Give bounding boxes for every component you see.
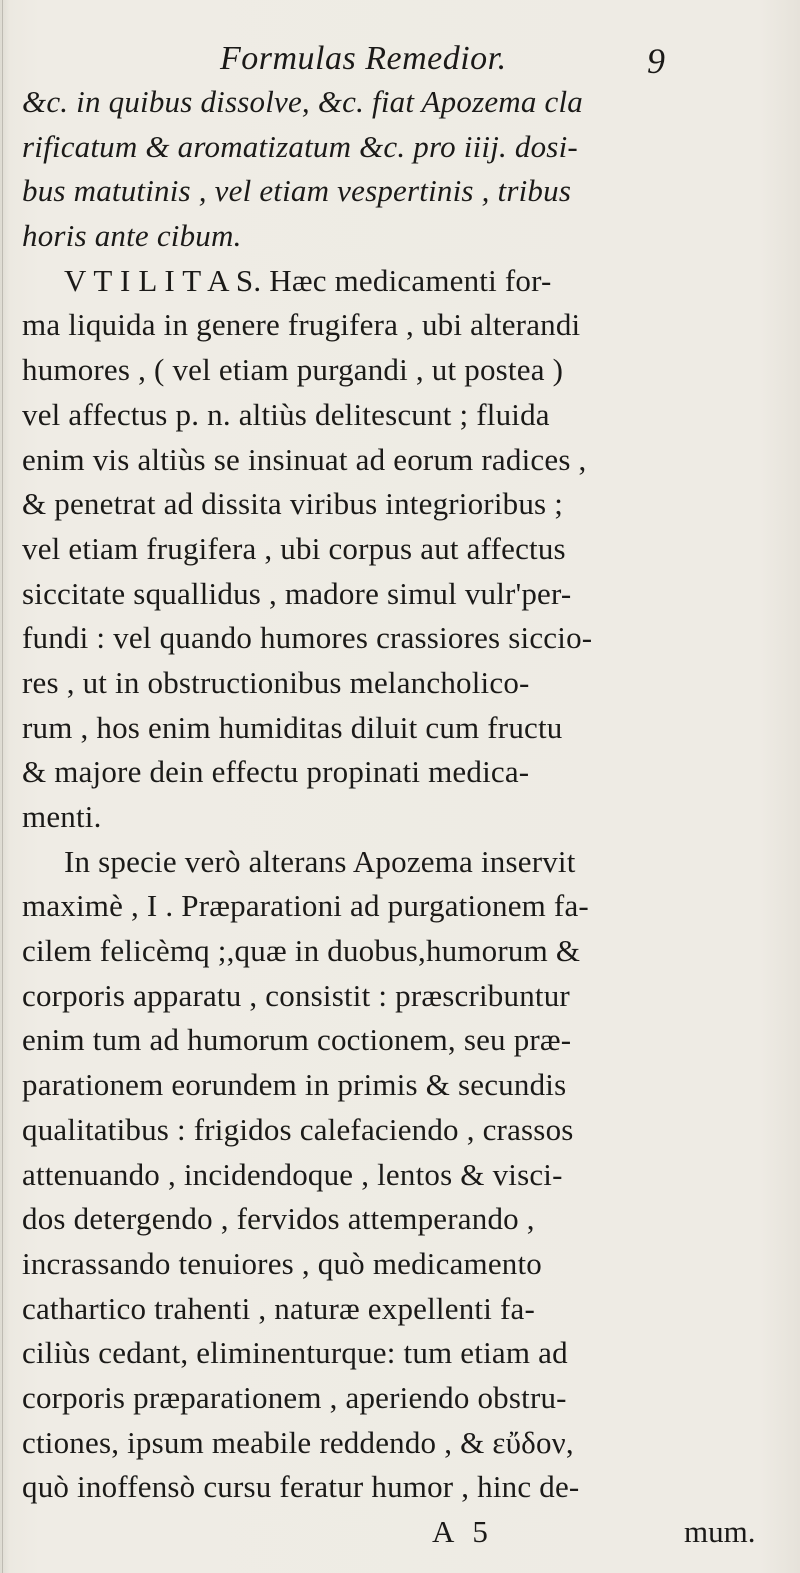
gutter-edge — [2, 0, 3, 1573]
text-line: siccitate squallidus , madore simul vulr'per- — [22, 575, 572, 611]
text-line: cilem felicèmq ;,quæ in duobus,humorum & — [22, 933, 581, 969]
catchword: mum. — [684, 1514, 756, 1549]
text-line: cathartico trahenti , naturæ expellenti fa- — [22, 1290, 535, 1326]
text-line: rificatum & aromatizatum &c. pro iiij. dosi- — [22, 128, 578, 164]
text-line: horis ante cibum. — [22, 218, 242, 254]
text-line: rum , hos enim humiditas diluit cum fructu — [22, 709, 563, 745]
text-line: ma liquida in genere frugifera , ubi alterandi — [22, 307, 581, 343]
text-line: fundi : vel quando humores crassiores siccio- — [22, 620, 593, 656]
text-line: humores , ( vel etiam purgandi , ut postea ) — [22, 352, 564, 388]
text-line: parationem eorundem in primis & secundis — [22, 1067, 567, 1103]
text-line: qualitatibus : frigidos calefaciendo , crassos — [22, 1111, 574, 1147]
running-title: Formulas Remedior. — [220, 40, 507, 77]
text-line: ctiones, ipsum meabile reddendo , & εὔδον, — [22, 1424, 574, 1460]
text-line: vel affectus p. n. altiùs delitescunt ; fluida — [22, 396, 550, 432]
text-line: In specie verò alterans Apozema inservit — [64, 843, 576, 879]
text-line: attenuando , incidendoque , lentos & visci- — [22, 1156, 563, 1192]
text-line: ciliùs cedant, eliminenturque: tum etiam ad — [22, 1335, 568, 1371]
text-line: incrassando tenuiores , quò medicamento — [22, 1245, 543, 1281]
text-line: enim tum ad humorum coctionem, seu præ- — [22, 1022, 572, 1058]
signature-line — [22, 1510, 797, 1555]
text-line: res , ut in obstructionibus melancholico- — [22, 664, 530, 700]
text-line: enim vis altiùs se insinuat ad eorum radices , — [22, 441, 587, 477]
text-line: menti. — [22, 799, 102, 834]
text-line: V T I L I T A S. Hæc medicamenti for- — [64, 262, 552, 298]
text-line: corporis præparationem , aperiendo obstru- — [22, 1379, 567, 1415]
body-text — [22, 80, 797, 1555]
text-line: maximè , I . Præparationi ad purgationem fa- — [22, 888, 589, 924]
text-line: quò inoffensò cursu feratur humor , hinc de- — [22, 1469, 580, 1505]
text-line: corporis apparatu , consistit : præscribuntur — [22, 977, 570, 1013]
page-number: 9 — [647, 41, 665, 81]
text-line: &c. in quibus dissolve, &c. fiat Apozema cla — [22, 84, 584, 119]
text-line: bus matutinis , vel etiam vespertinis , tribus — [22, 173, 572, 209]
text-line: & majore dein effectu propinati medica- — [22, 754, 530, 790]
text-line: & penetrat ad dissita viribus integrioribus ; — [22, 486, 564, 522]
signature-mark: A 5 — [432, 1514, 494, 1549]
text-line: vel etiam frugifera , ubi corpus aut affectus — [22, 530, 566, 566]
text-line: dos detergendo , fervidos attemperando , — [22, 1201, 535, 1237]
